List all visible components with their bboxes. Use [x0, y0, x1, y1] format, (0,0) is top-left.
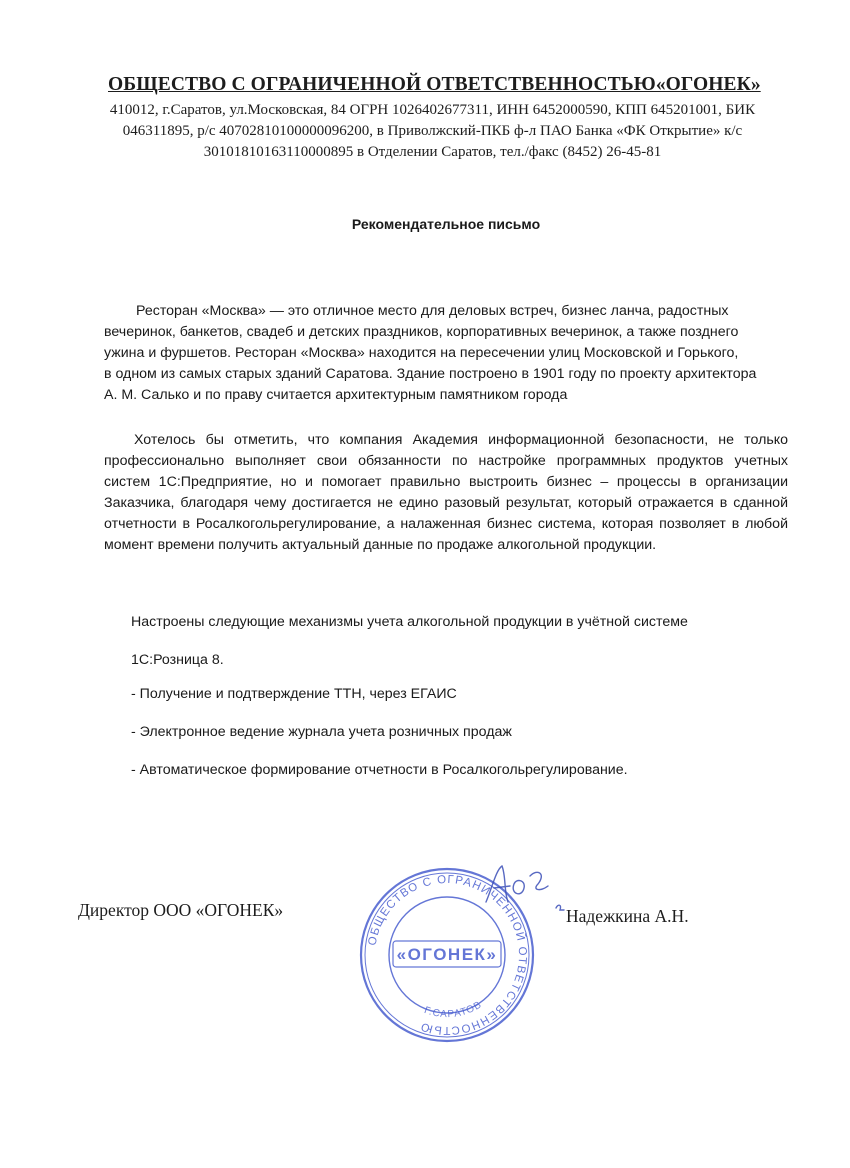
paragraph-line: вечеринок, банкетов, свадеб и детских праздников, корпоративных вечеринок, а также позднего: [104, 324, 739, 340]
requisites-line: 046311895, р/с 40702810100000096200, в Приволжский-ПКБ ф-л ПАО Банка «ФК Открытие» к/с: [122, 123, 743, 139]
requisites-line: 30101810163110000895 в Отделении Саратов, тел./факс (8452) 26-45-81: [203, 144, 662, 160]
list-item: - Электронное ведение журнала учета розничных продаж: [131, 724, 512, 740]
list-intro: Настроены следующие механизмы учета алкогольной продукции в учётной системе: [131, 614, 688, 630]
signer-name: Надежкина А.Н.: [566, 906, 689, 926]
paragraph-line: А. М. Салько и по праву считается архитектурным памятником города: [104, 387, 568, 403]
svg-text:Г.САРАТОВ: [423, 999, 485, 1020]
paragraph-line: момент времени получить актуальный данные по продаже алкогольной продукции.: [104, 537, 657, 553]
handwritten-signature: [478, 858, 568, 918]
paragraph-line: Хотелось бы отметить, что компания Академия информационной безопасности, не только: [134, 432, 788, 448]
director-title: Директор ООО «ОГОНЕК»: [78, 900, 284, 920]
paragraph-line: систем 1С:Предприятие, но и помогает правильно выстроить бизнес – процессы в организации: [104, 474, 788, 490]
paragraph-line: отчетности в Росалкогольрегулирование, а налаженная бизнес система, которая позволяет в любой: [104, 516, 788, 532]
list-item: - Автоматическое формирование отчетности в Росалкогольрегулирование.: [131, 762, 628, 778]
organization-requisites: [70, 100, 795, 163]
organization-name: ОБЩЕСТВО С ОГРАНИЧЕННОЙ ОТВЕТСТВЕННОСТЬЮ«ОГОНЕК»: [108, 74, 761, 95]
stamp-ring-text: ОБЩЕСТВО С ОГРАНИЧЕННОЙ ОТВЕТСТВЕННОСТЬЮ: [366, 873, 529, 1037]
paragraph-restaurant: [104, 301, 774, 406]
paragraph-line: Заказчика, благодаря чему достигается не едино разовый результат, который отражается в сданной: [104, 495, 788, 511]
stamp-center-text: «ОГОНЕК»: [396, 945, 498, 964]
paragraph-line: ужина и фуршетов. Ресторан «Москва» находится на пересечении улиц Московской и Горького,: [104, 345, 739, 361]
paragraph-line: Ресторан «Москва» — это отличное место для деловых встреч, бизнес ланча, радостных: [136, 303, 729, 319]
paragraph-line: профессионально выполняет свои обязанности по настройке программных продуктов учетных: [104, 453, 788, 469]
paragraph-line: в одном из самых старых зданий Саратова. Здание построено в 1901 году по проекту архитектора: [104, 366, 757, 382]
requisites-line: 410012, г.Саратов, ул.Московская, 84 ОГРН 1026402677311, ИНН 6452000590, КПП 645201001, БИК: [109, 102, 756, 118]
list-item: - Получение и подтверждение ТТН, через ЕГАИС: [131, 686, 457, 702]
letter-title: Рекомендательное письмо: [351, 216, 541, 232]
stamp-city-text: Г.САРАТОВ: [422, 999, 485, 1021]
list-system-name: 1С:Розница 8.: [131, 652, 224, 668]
paragraph-recommendation: [104, 430, 788, 556]
